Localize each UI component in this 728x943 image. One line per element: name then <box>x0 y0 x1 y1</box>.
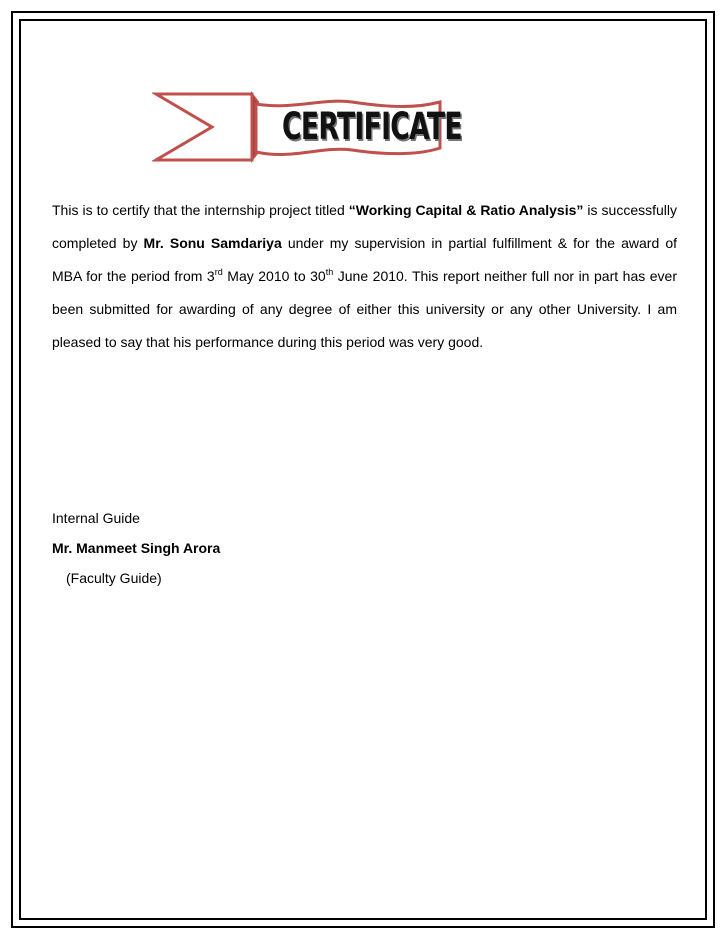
text-segment: This is to certify that the internship project titled <box>52 202 349 218</box>
certification-paragraph <box>52 194 677 359</box>
guide-name: Mr. Manmeet Singh Arora <box>52 540 221 556</box>
student-name: Mr. Sonu Samdariya <box>143 235 282 251</box>
text-segment: is successfully completed by <box>52 202 678 251</box>
certificate-heading: CERTIFICATE <box>282 105 462 148</box>
text-segment: May 2010 to 30 <box>222 268 326 284</box>
superscript: th <box>325 267 334 277</box>
guide-role: (Faculty Guide) <box>66 570 162 586</box>
project-title: “Working Capital & Ratio Analysis” <box>348 202 584 218</box>
guide-label: Internal Guide <box>52 510 140 526</box>
text-segment: June 2010. This report neither full nor in part has ever been submitted for awarding of any degree of either this university or any other University. I am pleased to say that his performance during this period was very good. <box>52 268 677 350</box>
certificate-ribbon <box>152 80 462 172</box>
superscript: rd <box>214 267 223 277</box>
text-segment: under my supervision in partial fulfillment & for the award of MBA for the period from 3 <box>52 235 677 284</box>
